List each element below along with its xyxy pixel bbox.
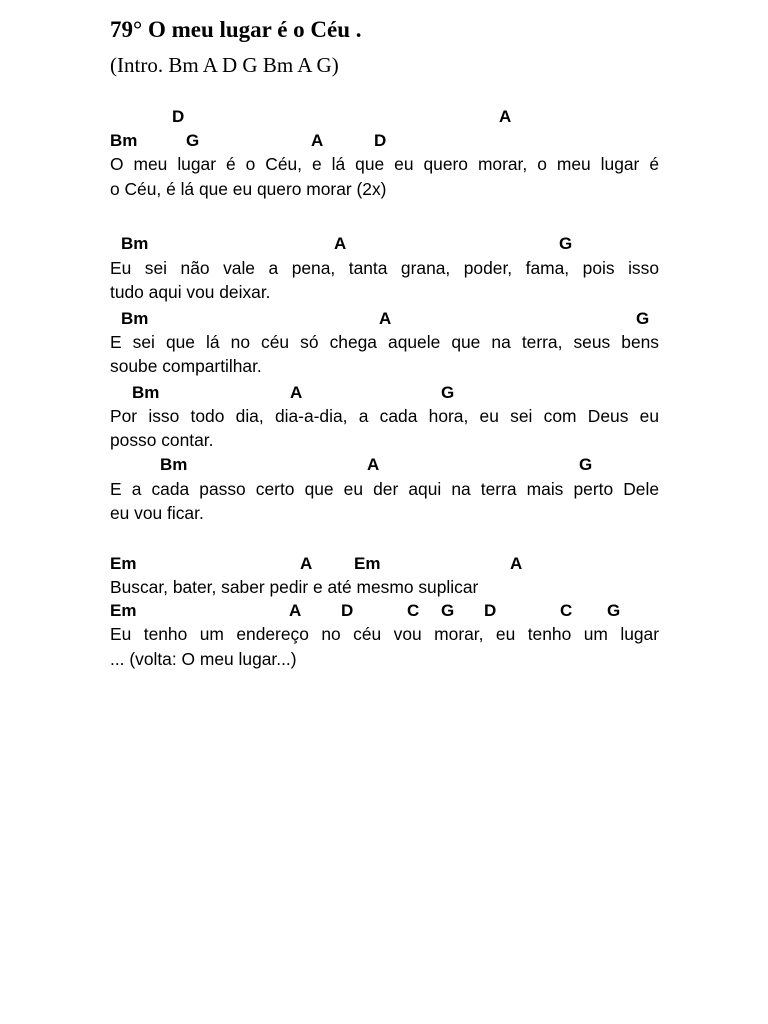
chord-line xyxy=(0,600,768,622)
chord-line xyxy=(0,130,768,152)
lyric-line: O meu lugar é o Céu, e lá que eu quero morar, o meu lugar é xyxy=(110,154,659,174)
chord: A xyxy=(367,455,380,474)
chord: A xyxy=(379,309,392,328)
lyric-line: Por isso todo dia, dia-a-dia, a cada hora, eu sei com Deus eu xyxy=(110,406,659,426)
lyric-line: soube compartilhar. xyxy=(110,356,262,376)
chord: A xyxy=(311,131,324,150)
chord-line xyxy=(0,106,768,128)
chord: A xyxy=(334,234,347,253)
song-title: 79° O meu lugar é o Céu . xyxy=(110,17,362,42)
chord: Em xyxy=(110,601,137,620)
chord: Bm xyxy=(121,234,149,253)
chord-line xyxy=(0,553,768,575)
chord: G xyxy=(579,455,593,474)
lyric-line: E a cada passo certo que eu der aqui na terra mais perto Dele xyxy=(110,479,659,499)
chord: D xyxy=(172,107,185,126)
chord-line xyxy=(0,308,768,330)
chord: A xyxy=(300,554,313,573)
chord: C xyxy=(560,601,573,620)
chord: D xyxy=(374,131,387,150)
chord-line xyxy=(0,233,768,255)
chord: Bm xyxy=(110,131,138,150)
chord: C xyxy=(407,601,420,620)
lyric-line: E sei que lá no céu só chega aquele que na terra, seus bens xyxy=(110,332,659,352)
lyric-line: Buscar, bater, saber pedir e até mesmo suplicar xyxy=(110,577,479,597)
chord: A xyxy=(289,601,302,620)
chord: A xyxy=(510,554,523,573)
chord-line xyxy=(0,454,768,476)
chord: D xyxy=(484,601,497,620)
lyric-line: ... (volta: O meu lugar...) xyxy=(110,649,297,669)
chord: Em xyxy=(354,554,381,573)
lyric-line: Eu sei não vale a pena, tanta grana, poder, fama, pois isso xyxy=(110,258,659,278)
chord: D xyxy=(341,601,354,620)
chord: G xyxy=(186,131,200,150)
chord-line xyxy=(0,382,768,404)
chord: G xyxy=(636,309,650,328)
chord: Bm xyxy=(160,455,188,474)
lyric-line: o Céu, é lá que eu quero morar (2x) xyxy=(110,179,387,199)
lyric-line: tudo aqui vou deixar. xyxy=(110,282,271,302)
chord: G xyxy=(559,234,573,253)
chord: Bm xyxy=(121,309,149,328)
chord: G xyxy=(607,601,621,620)
chord: Em xyxy=(110,554,137,573)
chord: Bm xyxy=(132,383,160,402)
chord: G xyxy=(441,601,455,620)
lyric-line: posso contar. xyxy=(110,430,214,450)
chord: G xyxy=(441,383,455,402)
lyric-line: eu vou ficar. xyxy=(110,503,204,523)
chord: A xyxy=(290,383,303,402)
intro-chords: (Intro. Bm A D G Bm A G) xyxy=(110,53,339,77)
chord: A xyxy=(499,107,512,126)
lyric-line: Eu tenho um endereço no céu vou morar, eu tenho um lugar xyxy=(110,624,659,644)
